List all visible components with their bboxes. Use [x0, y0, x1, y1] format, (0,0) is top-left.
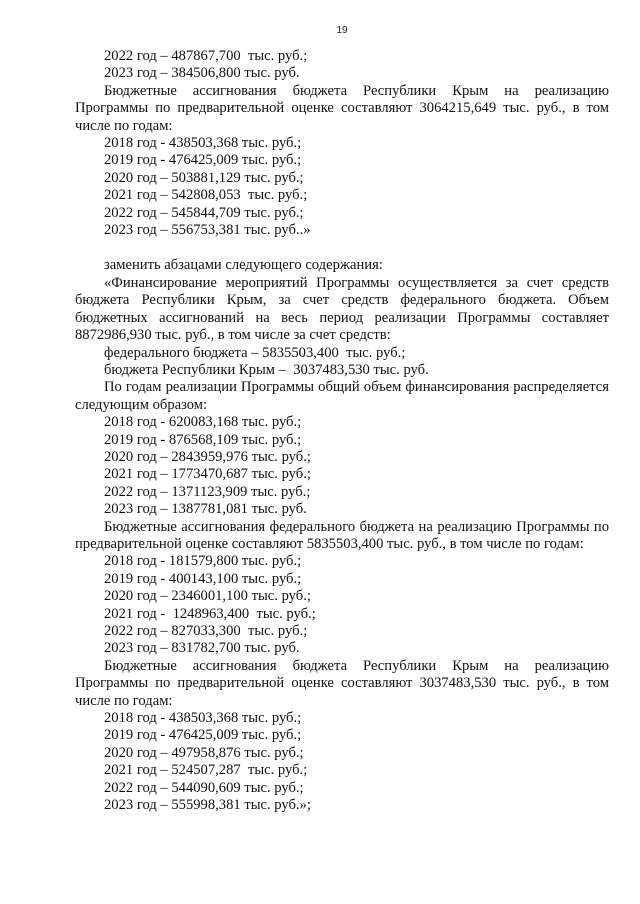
source-line: бюджета Республики Крым – 3037483,530 тыс. руб.: [104, 361, 429, 378]
year-line: 2018 год - 620083,168 тыс. руб.;: [104, 414, 302, 431]
year-line: 2019 год - 476425,009 тыс. руб.;: [104, 727, 302, 744]
year-line: 2023 год – 556753,381 тыс. руб..»: [104, 222, 311, 239]
paragraph-federal-budget: Бюджетные ассигнования федерального бюджета на реализацию Программы по предварительной оценке составляют 5835503,400 тыс. руб., в том числе по годам:: [75, 518, 609, 552]
year-line: 2021 год – 542808,053 тыс. руб.;: [104, 187, 308, 204]
year-line: 2022 год – 827033,300 тыс. руб.;: [104, 623, 308, 639]
year-line: 2021 год - 1248963,400 тыс. руб.;: [104, 605, 316, 622]
intro-line: заменить абзацами следующего содержания:: [104, 257, 383, 274]
year-line: 2019 год - 476425,009 тыс. руб.;: [104, 152, 302, 169]
year-line: 2022 год – 487867,700 тыс. руб.;: [104, 48, 308, 64]
year-line: 2021 год – 1773470,687 тыс. руб.;: [104, 466, 311, 483]
year-line: 2023 год – 384506,800 тыс. руб.: [104, 65, 300, 82]
year-line: 2022 год – 1371123,909 тыс. руб.;: [104, 483, 311, 500]
year-line: 2020 год – 2843959,976 тыс. руб.;: [104, 448, 311, 465]
year-line: 2019 год - 400143,100 тыс. руб.;: [104, 570, 302, 587]
year-line: 2023 год – 831782,700 тыс. руб.: [104, 640, 300, 657]
year-line: 2020 год – 497958,876 тыс. руб.;: [104, 744, 304, 761]
source-line: федерального бюджета – 5835503,400 тыс. руб.;: [104, 344, 406, 361]
year-line: 2023 год – 555998,381 тыс. руб.»;: [104, 797, 311, 814]
document-page: [75, 18, 609, 814]
paragraph-crimea-budget-old: Бюджетные ассигнования бюджета Республики Крым на реализацию Программы по предварительной оценке составляют 3064215,649 тыс. руб., в том числе по годам:: [75, 82, 609, 134]
page-number: 19: [336, 25, 348, 36]
paragraph-financing: «Финансирование мероприятий Программы осуществляется за счет средств бюджета Республики Крым, за счет средств федерального бюджета. Объем бюджетных ассигнований на весь период реализации Программы составляет 8872986,930 тыс. руб., в том числе за счет средств:: [75, 274, 609, 344]
year-line: 2021 год – 524507,287 тыс. руб.;: [104, 762, 308, 779]
year-line: 2018 год - 438503,368 тыс. руб.;: [104, 135, 302, 152]
paragraph-crimea-budget: Бюджетные ассигнования бюджета Республики Крым на реализацию Программы по предварительной оценке составляют 3037483,530 тыс. руб., в том числе по годам:: [75, 657, 609, 709]
year-line: 2019 год - 876568,109 тыс. руб.;: [104, 431, 302, 448]
year-line: 2023 год – 1387781,081 тыс. руб.: [104, 501, 307, 518]
paragraph-by-years: По годам реализации Программы общий объем финансирования распределяется следующим образом:: [75, 379, 609, 413]
year-line: 2018 год - 438503,368 тыс. руб.;: [104, 710, 302, 727]
year-line: 2022 год – 545844,709 тыс. руб.;: [104, 204, 304, 221]
spacer: [75, 239, 609, 257]
year-line: 2018 год - 181579,800 тыс. руб.;: [104, 553, 302, 570]
year-line: 2020 год – 503881,129 тыс. руб.;: [104, 169, 304, 186]
year-line: 2020 год – 2346001,100 тыс. руб.;: [104, 588, 311, 605]
year-line: 2022 год – 544090,609 тыс. руб.;: [104, 779, 304, 796]
